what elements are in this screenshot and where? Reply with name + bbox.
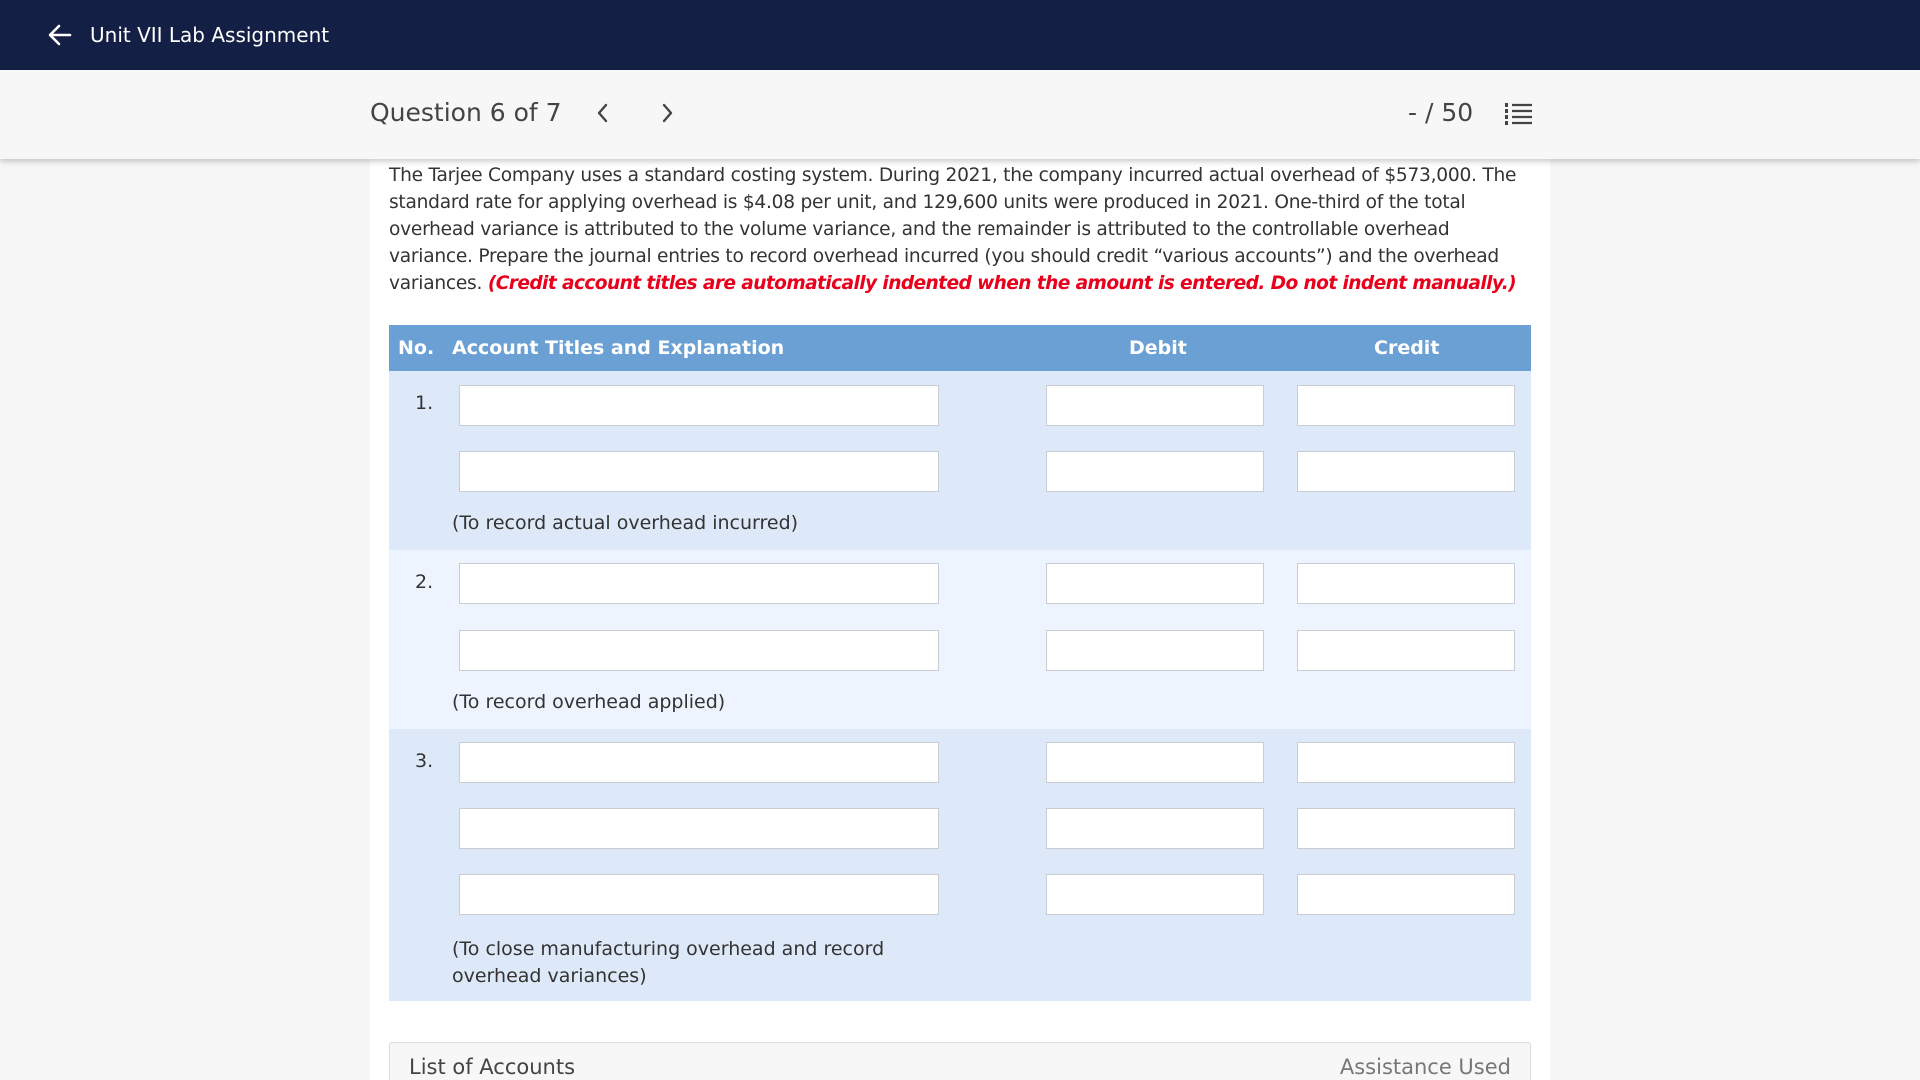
account-title-input[interactable] xyxy=(459,385,939,426)
prompt-text: The Tarjee Company uses a standard costing system. During 2021, the company incurred actual overhead of $573,000. The standard rate for applying overhead is $4.08 per unit, and 129,600 units were produced in 2021. One-third of the total overhead variance is attributed to the volume variance, and the remainder is attributed to the controllable overhead variance. Prepare the journal entries to record overhead incurred (you should credit “various accounts”) and the overhead variances. xyxy=(389,165,1517,294)
debit-input[interactable] xyxy=(1046,630,1264,671)
header-no: No. xyxy=(398,337,435,359)
prompt-note: (Credit account titles are automatically indented when the amount is entered. Do not indent manually.) xyxy=(487,273,1517,294)
assistance-used-label: Assistance Used xyxy=(1339,1055,1511,1079)
credit-input[interactable] xyxy=(1297,630,1515,671)
entry-number: 3. xyxy=(415,750,434,772)
entry-explanation: (To close manufacturing overhead and record overhead variances) xyxy=(452,938,885,987)
credit-input[interactable] xyxy=(1297,385,1515,426)
entry-explanation: (To record overhead applied) xyxy=(452,691,726,713)
header-credit: Credit xyxy=(1374,337,1440,359)
account-title-input[interactable] xyxy=(459,808,939,849)
debit-input[interactable] xyxy=(1046,385,1264,426)
debit-input[interactable] xyxy=(1046,563,1264,604)
debit-input[interactable] xyxy=(1046,742,1264,783)
arrow-left-icon[interactable] xyxy=(46,21,74,49)
debit-input[interactable] xyxy=(1046,451,1264,492)
credit-input[interactable] xyxy=(1297,742,1515,783)
question-prompt xyxy=(389,162,1529,297)
top-app-bar xyxy=(0,0,1920,70)
question-header xyxy=(0,70,1920,159)
journal-entry-2 xyxy=(389,550,1531,729)
credit-input[interactable] xyxy=(1297,808,1515,849)
score-display: - / 50 xyxy=(1408,98,1474,127)
journal-header xyxy=(389,325,1531,371)
chevron-right-icon[interactable] xyxy=(652,98,682,128)
debit-input[interactable] xyxy=(1046,808,1264,849)
credit-input[interactable] xyxy=(1297,451,1515,492)
account-title-input[interactable] xyxy=(459,742,939,783)
header-debit: Debit xyxy=(1129,337,1187,359)
numbered-list-icon[interactable] xyxy=(1504,100,1534,128)
account-title-input[interactable] xyxy=(459,630,939,671)
journal-entry-1 xyxy=(389,371,1531,550)
list-of-accounts-link[interactable]: List of Accounts xyxy=(409,1055,576,1079)
entry-explanation: (To record actual overhead incurred) xyxy=(452,512,799,534)
entry-number: 2. xyxy=(415,571,434,593)
account-title-input[interactable] xyxy=(459,451,939,492)
account-title-input[interactable] xyxy=(459,563,939,604)
header-account: Account Titles and Explanation xyxy=(452,337,785,359)
question-content xyxy=(370,159,1550,1080)
debit-input[interactable] xyxy=(1046,874,1264,915)
journal-entry-3 xyxy=(389,729,1531,1001)
credit-input[interactable] xyxy=(1297,563,1515,604)
entry-number: 1. xyxy=(415,392,434,414)
account-title-input[interactable] xyxy=(459,874,939,915)
list-of-accounts-bar[interactable] xyxy=(389,1042,1531,1080)
assignment-title: Unit VII Lab Assignment xyxy=(90,23,330,47)
chevron-left-icon[interactable] xyxy=(588,98,618,128)
question-counter: Question 6 of 7 xyxy=(370,98,562,127)
credit-input[interactable] xyxy=(1297,874,1515,915)
journal-entry-table xyxy=(389,325,1531,1001)
